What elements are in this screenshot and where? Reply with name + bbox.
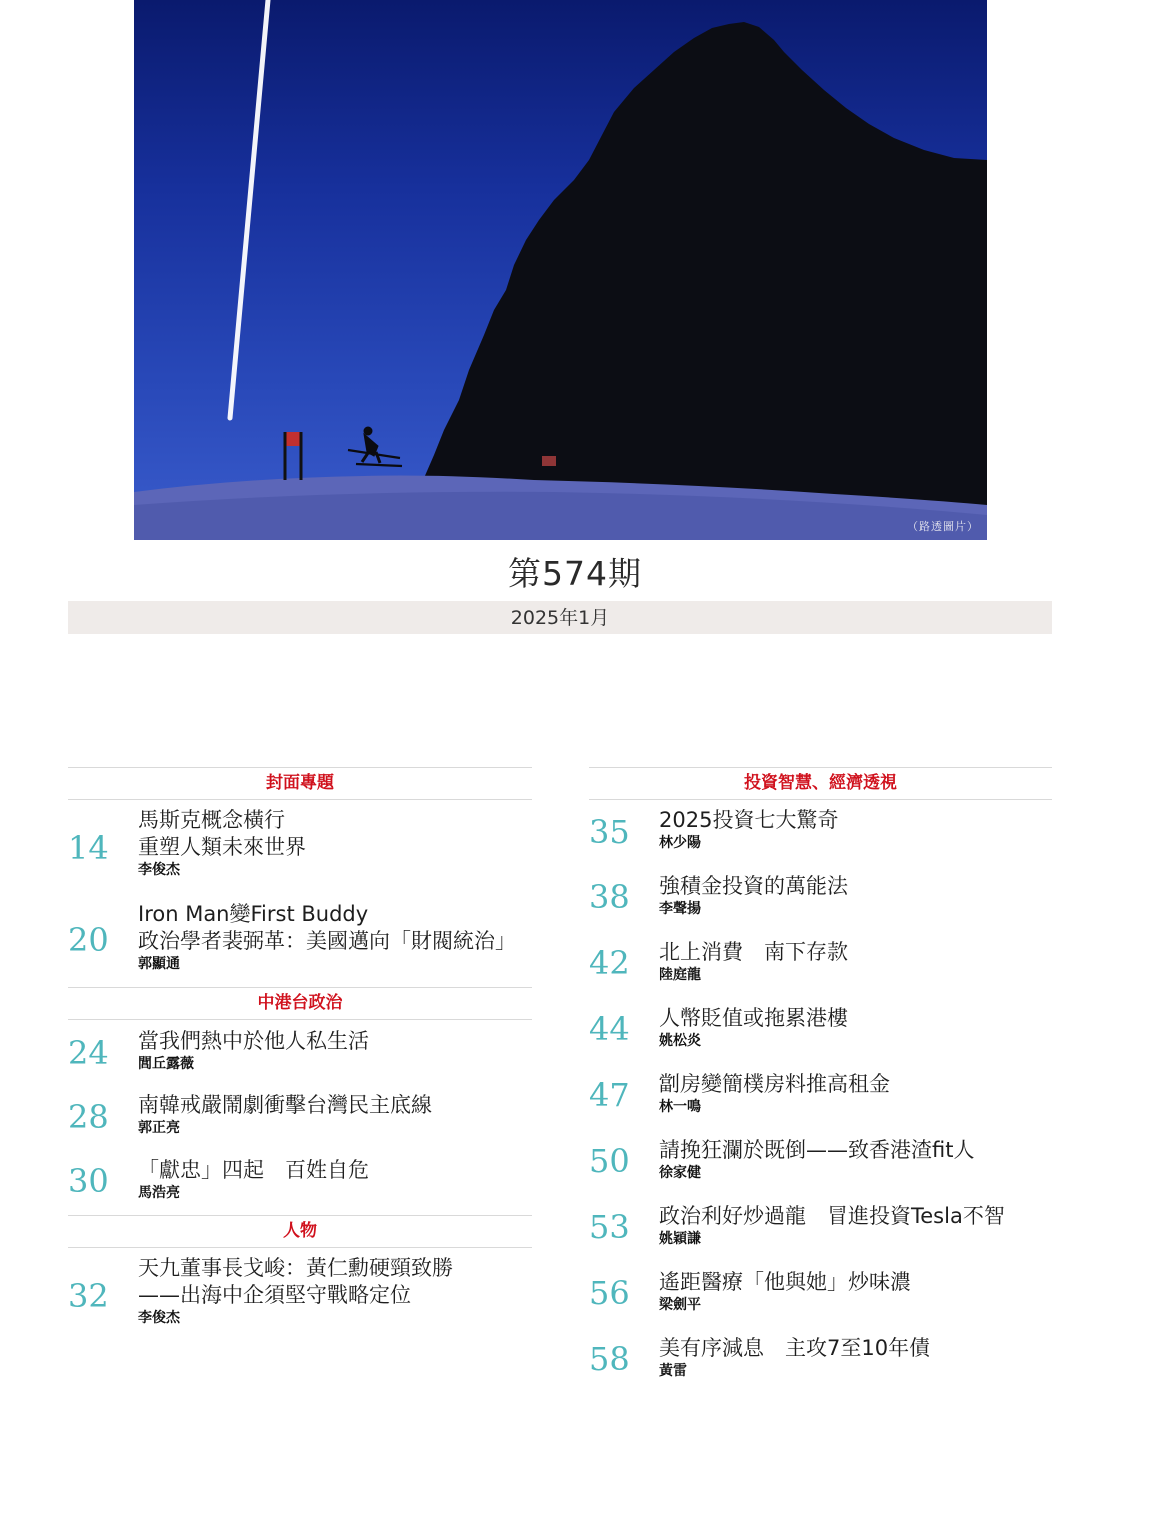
entry-title: Iron Man變First Buddy (138, 902, 369, 926)
page-number: 44 (589, 1010, 630, 1048)
page-number: 56 (589, 1274, 630, 1312)
issue-number: 第574期 (508, 554, 642, 593)
entry-author: 黃雷 (659, 1363, 687, 1379)
entry-title: 2025投資七大驚奇 (659, 808, 839, 832)
page-number: 35 (589, 813, 630, 851)
page-number: 32 (68, 1277, 109, 1315)
entry-title: 北上消費 南下存款 (659, 940, 848, 964)
contents-right-column (589, 767, 1052, 1394)
entry-text (659, 1137, 1052, 1182)
mountain-silhouette (424, 22, 987, 540)
cover-photo (134, 0, 987, 540)
toc-entry[interactable] (68, 800, 532, 889)
entry-text (138, 1028, 532, 1073)
entry-author: 林一鳴 (659, 1099, 701, 1115)
section-header: 投資智慧、經濟透視 (589, 767, 1052, 800)
entry-title: 強積金投資的萬能法 (659, 874, 848, 898)
entry-author: 姚穎謙 (659, 1231, 701, 1247)
section-header: 中港台政治 (68, 987, 532, 1020)
page-number: 58 (589, 1340, 630, 1378)
contrail (230, 0, 268, 418)
toc-entry[interactable] (589, 800, 1052, 866)
entry-text (659, 939, 1052, 984)
page-number: 24 (68, 1034, 109, 1072)
entry-title: 政治利好炒過龍 冒進投資Tesla不智 (659, 1204, 1005, 1228)
entry-author: 梁劍平 (659, 1297, 701, 1313)
issue-date-bar (68, 601, 1052, 634)
page-number: 38 (589, 878, 630, 916)
entry-text (138, 901, 532, 973)
page-number: 28 (68, 1098, 109, 1136)
entry-title: 美有序減息 主攻7至10年債 (659, 1336, 931, 1360)
entry-text (138, 1092, 532, 1137)
page-number: 47 (589, 1076, 630, 1114)
entry-title: 「獻忠」四起 百姓自危 (138, 1158, 369, 1182)
entry-text (659, 873, 1052, 918)
entry-author: 林少陽 (659, 835, 701, 851)
ski-jump-photo (134, 0, 987, 540)
toc-entry[interactable] (68, 1152, 532, 1215)
entry-title: 政治學者裴弼革：美國邁向「財閥統治」 (138, 929, 516, 953)
page-number: 30 (68, 1162, 109, 1200)
page-number: 53 (589, 1208, 630, 1246)
entry-title: 遙距醫療「他與她」炒味濃 (659, 1270, 911, 1294)
entry-author: 李聲揚 (659, 901, 701, 917)
issue-date: 2025年1月 (510, 607, 610, 629)
toc-entry[interactable] (589, 1130, 1052, 1196)
entry-text (138, 807, 532, 879)
entry-author: 徐家健 (659, 1165, 701, 1181)
section-header: 人物 (68, 1215, 532, 1248)
entry-author: 李俊杰 (138, 862, 180, 878)
toc-entry[interactable] (589, 1262, 1052, 1328)
entry-author: 郭顯通 (138, 956, 180, 972)
entry-text (659, 1269, 1052, 1314)
toc-entry[interactable] (589, 932, 1052, 998)
entry-text (138, 1255, 532, 1327)
entry-title: 重塑人類未來世界 (138, 835, 306, 859)
entry-title: 南韓戒嚴鬧劇衝擊台灣民主底線 (138, 1093, 432, 1117)
toc-entry[interactable] (68, 1086, 532, 1152)
entry-text (659, 1203, 1052, 1248)
entry-title: 劏房變簡樸房料推高租金 (659, 1072, 890, 1096)
entry-text (659, 807, 1052, 852)
entry-text (659, 1335, 1052, 1380)
entry-author: 陸庭龍 (659, 967, 701, 983)
entry-title: ——出海中企須堅守戰略定位 (138, 1283, 411, 1307)
toc-entry[interactable] (589, 1328, 1052, 1394)
skier-silhouette (348, 427, 402, 466)
entry-author: 姚松炎 (659, 1033, 701, 1049)
section-header: 封面專題 (68, 767, 532, 800)
entry-text (659, 1005, 1052, 1050)
entry-author: 馬浩亮 (138, 1185, 180, 1201)
toc-entry[interactable] (589, 998, 1052, 1064)
entry-text (138, 1157, 532, 1202)
entry-title: 馬斯克概念橫行 (138, 808, 285, 832)
toc-entry[interactable] (589, 1196, 1052, 1262)
entry-author: 閭丘露薇 (138, 1056, 194, 1072)
entry-title: 當我們熱中於他人私生活 (138, 1029, 369, 1053)
entry-title: 請挽狂瀾於既倒——致香港渣fit人 (659, 1138, 975, 1162)
entry-title: 天九董事長戈峻：黃仁勳硬頸致勝 (138, 1256, 453, 1280)
toc-entry[interactable] (589, 1064, 1052, 1130)
page-number: 20 (68, 921, 109, 959)
toc-entry[interactable] (589, 866, 1052, 932)
entry-text (659, 1071, 1052, 1116)
entry-author: 郭正亮 (138, 1120, 180, 1136)
toc-entry[interactable] (68, 889, 532, 987)
contents-left-column (68, 767, 532, 1338)
entry-author: 李俊杰 (138, 1310, 180, 1326)
page-number: 42 (589, 944, 630, 982)
entry-title: 人幣貶值或拖累港樓 (659, 1006, 848, 1030)
photo-credit: （路透圖片） (907, 520, 979, 533)
toc-entry[interactable] (68, 1248, 532, 1338)
page-number: 14 (68, 829, 109, 867)
page-number: 50 (589, 1142, 630, 1180)
gate-flag (284, 432, 302, 480)
toc-entry[interactable] (68, 1020, 532, 1086)
